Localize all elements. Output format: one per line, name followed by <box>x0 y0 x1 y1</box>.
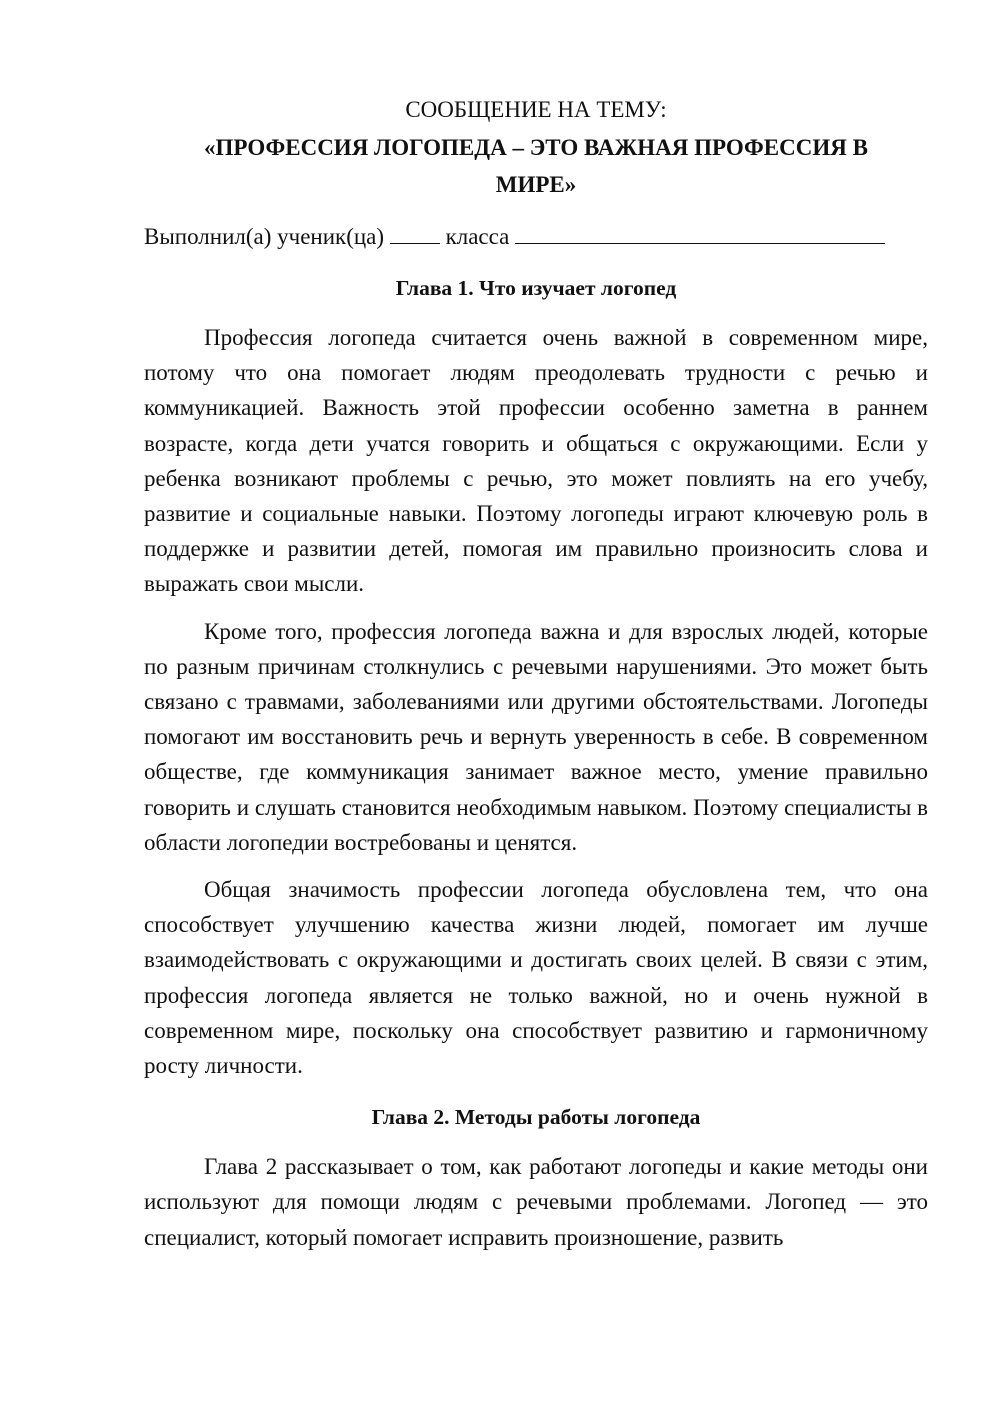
chapter-2-heading: Глава 2. Методы работы логопеда <box>371 1105 701 1130</box>
chapter-1-paragraph: Общая значимость профессии логопеда обусловлена тем, что она способствует улучшению качества жизни людей, помогает им лучше взаимодействовать с окружающими и достигать своих целей. В связи с этим, профессия логопеда является не только важной, но и очень нужной в современном мире, поскольку она способствует развитию и гармоничному росту личности. <box>144 877 928 1079</box>
student-name-blank <box>515 221 885 244</box>
chapter-1-heading: Глава 1. Что изучает логопед <box>395 276 677 300</box>
document-page <box>144 92 928 1267</box>
author-line <box>144 220 928 254</box>
document-title: «ПРОФЕССИЯ ЛОГОПЕДА – ЭТО ВАЖНАЯ ПРОФЕССИЯ В МИРЕ» <box>204 135 868 197</box>
class-label: класса <box>445 224 510 249</box>
document-header: СООБЩЕНИЕ НА ТЕМУ: <box>405 97 667 122</box>
class-number-blank <box>390 221 440 244</box>
author-prefix: Выполнил(а) ученик(ца) <box>144 224 385 249</box>
chapter-1-paragraph: Кроме того, профессия логопеда важна и для взрослых людей, которые по разным причинам столкнулись с речевыми нарушениями. Это может быть связано с травмами, заболеваниями или другими обстоятельствами. Логопеды помогают им восстановить речь и вернуть уверенность в себе. В современном обществе, где коммуникация занимает важное место, умение правильно говорить и слушать становится необходимым навыком. Поэтому специалисты в области логопедии востребованы и ценятся. <box>144 618 928 855</box>
chapter-1-paragraph: Профессия логопеда считается очень важной в современном мире, потому что она помогает людям преодолевать трудности с речью и коммуникацией. Важность этой профессии особенно заметна в раннем возрасте, когда дети учатся говорить и общаться с окружающими. Если у ребенка возникают проблемы с речью, это может повлиять на его учебу, развитие и социальные навыки. Поэтому логопеды играют ключевую роль в поддержке и развитии детей, помогая им правильно произносить слова и выражать свои мысли. <box>144 325 928 597</box>
chapter-2-paragraph: Глава 2 рассказывает о том, как работают логопеды и какие методы они используют для помощи людям с речевыми проблемами. Логопед — это специалист, который помогает исправить произношение, развить <box>144 1154 928 1250</box>
